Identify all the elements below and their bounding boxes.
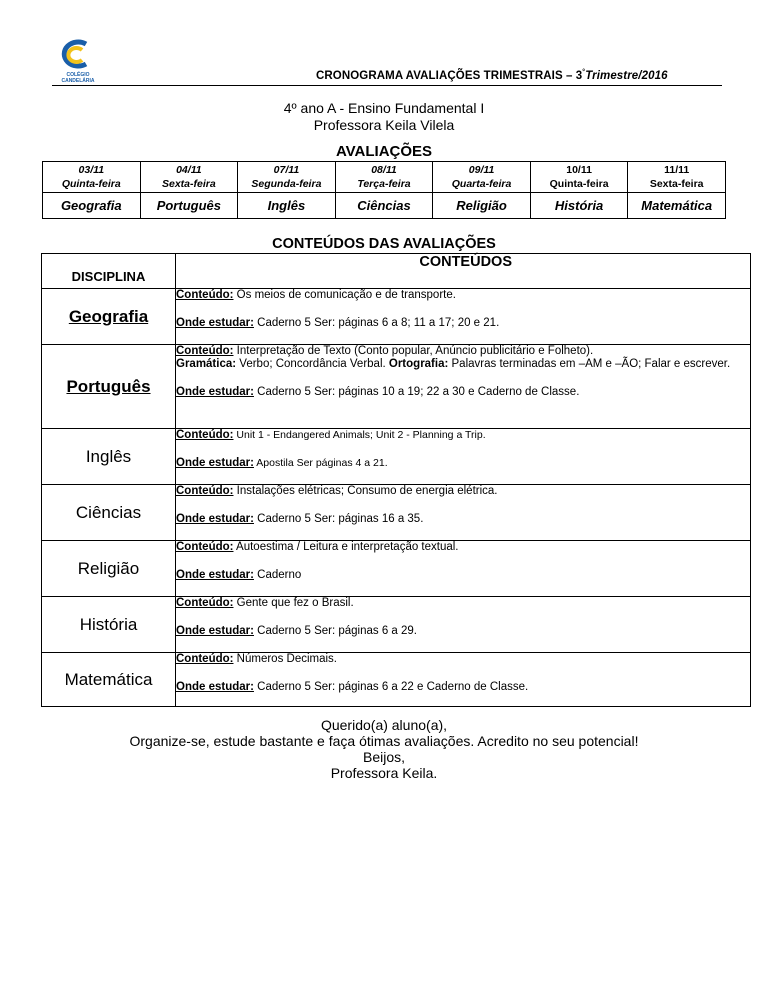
- table-row: [42, 653, 751, 707]
- class-line: 4º ano A - Ensino Fundamental I: [283, 100, 485, 116]
- header-divider: [52, 85, 722, 86]
- schedule-subject-cell: Geografia: [43, 193, 141, 219]
- contents-table: [41, 253, 751, 707]
- subject-name: Matemática: [42, 653, 176, 707]
- schedule-subject-cell: Ciências: [335, 193, 433, 219]
- subject-contents: Conteúdo: Gente que fez o Brasil. Onde estudar: Caderno 5 Ser: páginas 6 a 29.: [176, 597, 751, 653]
- closing-kisses: Beijos,: [362, 749, 406, 765]
- conteudos-title: CONTEÚDOS DAS AVALIAÇÕES: [272, 236, 496, 252]
- schedule-date-cell: 11/11 Sexta-feira: [628, 162, 726, 193]
- table-row: [42, 541, 751, 597]
- subject-name: Geografia: [42, 289, 176, 345]
- schedule-date-cell: 04/11 Sexta-feira: [140, 162, 238, 193]
- table-row: [42, 597, 751, 653]
- schedule-date-cell: 10/11 Quinta-feira: [530, 162, 628, 193]
- svg-text:COLÉGIO: COLÉGIO: [66, 72, 90, 78]
- disciplina-header: DISCIPLINA: [42, 254, 176, 289]
- schedule-date-cell: 07/11 Segunda-feira: [238, 162, 336, 193]
- teacher-line: Professora Keila Vilela: [313, 117, 455, 133]
- schedule-subject-cell: Português: [140, 193, 238, 219]
- closing-greeting: Querido(a) aluno(a),: [320, 717, 448, 733]
- schedule-subject-cell: Matemática: [628, 193, 726, 219]
- school-logo: [52, 38, 104, 84]
- closing-signature: Professora Keila.: [330, 765, 438, 781]
- avaliacoes-title: AVALIAÇÕES: [335, 143, 433, 160]
- subject-contents: Conteúdo: Unit 1 - Endangered Animals; Unit 2 - Planning a Trip. Onde estudar: Apostila Ser páginas 4 a 21.: [176, 429, 751, 485]
- svg-text:CANDELÁRIA: CANDELÁRIA: [61, 78, 95, 84]
- schedule-date-cell: 03/11 Quinta-feira: [43, 162, 141, 193]
- subject-contents: Conteúdo: Instalações elétricas; Consumo de energia elétrica. Onde estudar: Caderno 5 Ser: páginas 16 a 35.: [176, 485, 751, 541]
- subject-name: História: [42, 597, 176, 653]
- document-header-title: CRONOGRAMA AVALIAÇÕES TRIMESTRAIS – 3°Trimestre/2016: [316, 69, 668, 82]
- schedule-table: [42, 161, 726, 219]
- subject-name: Inglês: [42, 429, 176, 485]
- schedule-subject-cell: História: [530, 193, 628, 219]
- schedule-subject-cell: Inglês: [238, 193, 336, 219]
- table-row: [42, 485, 751, 541]
- table-row: [42, 429, 751, 485]
- conteudos-header: CONTEÚDOS: [176, 254, 751, 289]
- subject-contents: Conteúdo: Números Decimais. Onde estudar: Caderno 5 Ser: páginas 6 a 22 e Caderno de Classe.: [176, 653, 751, 707]
- schedule-date-cell: 09/11 Quarta-feira: [433, 162, 531, 193]
- table-row: [42, 345, 751, 429]
- schedule-subject-cell: Religião: [433, 193, 531, 219]
- closing-message: Organize-se, estude bastante e faça ótimas avaliações. Acredito no seu potencial!: [129, 733, 639, 749]
- subject-contents: Conteúdo: Interpretação de Texto (Conto popular, Anúncio publicitário e Folheto). Gramática: Verbo; Concordância Verbal. Ortografia: Palavras terminadas em –AM e –ÃO; Falar e escrever. Onde estudar: Caderno 5 Ser: páginas 10 a 19; 22 a 30 e Caderno de Classe.: [176, 345, 751, 429]
- subject-contents: Conteúdo: Autoestima / Leitura e interpretação textual. Onde estudar: Caderno: [176, 541, 751, 597]
- schedule-date-cell: 08/11 Terça-feira: [335, 162, 433, 193]
- table-row: [42, 289, 751, 345]
- subject-contents: Conteúdo: Os meios de comunicação e de transporte. Onde estudar: Caderno 5 Ser: páginas 6 a 8; 11 a 17; 20 e 21.: [176, 289, 751, 345]
- subject-name: Ciências: [42, 485, 176, 541]
- subject-name: Português: [42, 345, 176, 429]
- subject-name: Religião: [42, 541, 176, 597]
